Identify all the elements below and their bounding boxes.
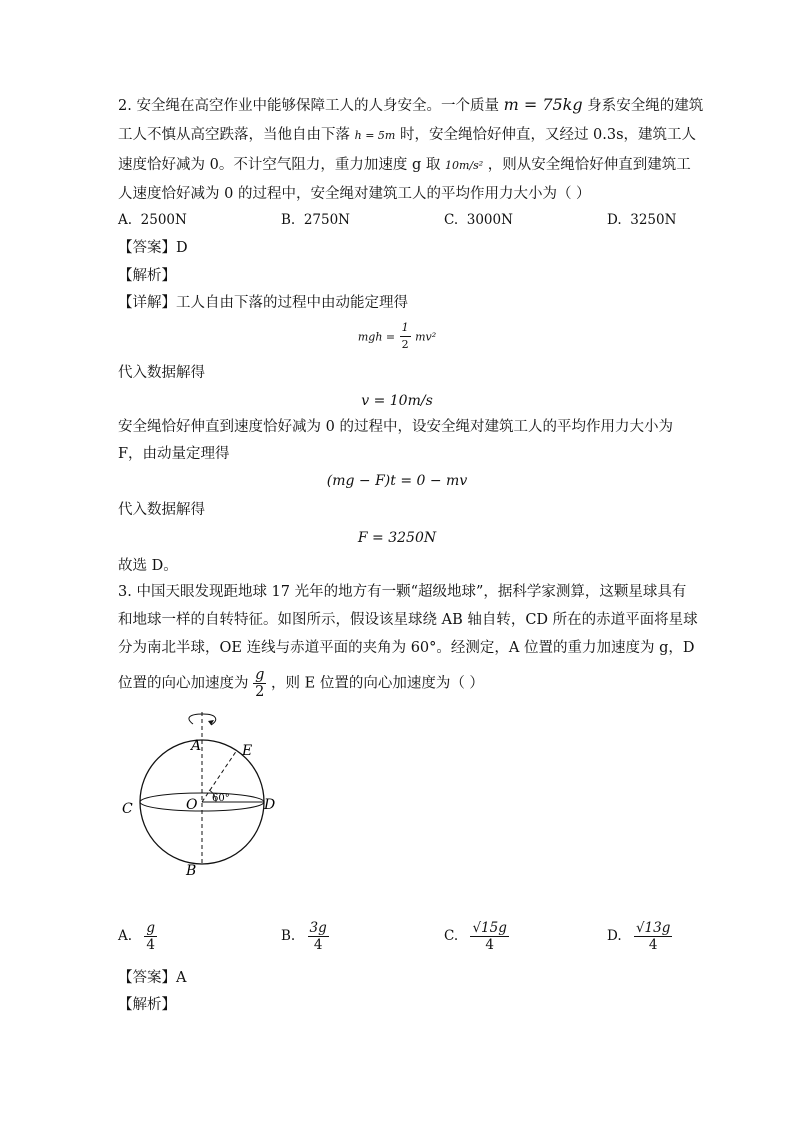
q3-line-2: 和地球一样的自转特征。如图所示，假设该星球绕 AB 轴自转，CD 所在的赤道平面将星球 xyxy=(118,612,698,628)
q2-text-2: 身系安全绳的建筑 xyxy=(587,98,704,114)
q2-analysis-heading: 【解析】 xyxy=(118,268,176,284)
q3-line-4: 位置的向心加速度为 $\frac{g}{2}$ ，则 E 位置的向心加速度为（ ） xyxy=(118,667,484,700)
q2-text-4: 时，安全绳恰好伸直，又经过 0.3s，建筑工人 xyxy=(399,127,697,143)
q3-option-a[interactable]: A. $\frac{g}{4}$ xyxy=(118,920,155,953)
q2-substitute-1: 代入数据解得 xyxy=(118,365,205,381)
q2-text-8: 安全绳恰好伸直到速度恰好减为 0 的过程中，设安全绳对建筑工人的平均作用力大小为 xyxy=(118,419,673,435)
q2-text-7: 人速度恰好减为 0 的过程中，安全绳对建筑工人的平均作用力大小为（ ） xyxy=(118,186,591,202)
label-c: C xyxy=(122,801,133,817)
q2-line-3 xyxy=(118,155,691,176)
q3-fraction-g-over-2: $\frac{g}{2}$ xyxy=(255,667,265,700)
q2-text-1: 2. 安全绳在高空作业中能够保障工人的人身安全。一个质量 xyxy=(118,98,499,114)
q2-equation-1: mgh = $\frac{1}{2}$ mv² xyxy=(357,321,437,351)
q2-line-1 xyxy=(118,95,703,116)
q2-text-9: F，由动量定理得 xyxy=(118,446,230,462)
q3-line-1: 3. 中国天眼发现距地球 17 光年的地方有一颗“超级地球”，据科学家测算，这颗星球具有 xyxy=(118,584,687,600)
q2-mass: m = 75kg xyxy=(503,95,583,114)
label-d: D xyxy=(264,797,276,813)
label-o: O xyxy=(186,797,198,813)
q2-line-2 xyxy=(118,125,696,146)
label-a: A xyxy=(191,738,202,754)
q2-substitute-2: 代入数据解得 xyxy=(118,502,205,518)
label-angle: 60° xyxy=(212,793,230,804)
q2-line-4 xyxy=(118,184,591,204)
q3-line-3: 分为南北半球，OE 连线与赤道平面的夹角为 60°。经测定，A 位置的重力加速度为 g，D xyxy=(118,640,695,656)
q2-option-b[interactable]: B. 2750N xyxy=(281,212,350,228)
label-e: E xyxy=(242,743,253,759)
q2-option-a[interactable]: A. 2500N xyxy=(118,212,187,228)
q2-equation-4: F = 3250N xyxy=(357,530,437,546)
q2-option-d[interactable]: D. 3250N xyxy=(607,212,677,228)
q2-equation-3: (mg − F)t = 0 − mv xyxy=(326,473,468,489)
label-b: B xyxy=(186,863,197,879)
q2-gravity: 10m/s² xyxy=(444,159,484,172)
q2-eq1-fraction: $\frac{1}{2}$ xyxy=(401,321,409,351)
q2-option-c[interactable]: C. 3000N xyxy=(444,212,513,228)
q2-text-6: ，则从安全绳恰好伸直到建筑工 xyxy=(487,157,691,173)
q3-analysis-heading: 【解析】 xyxy=(118,997,176,1013)
q3-option-c[interactable]: C. $\frac{√15g}{4}$ xyxy=(444,920,507,953)
q2-conclusion: 故选 D。 xyxy=(118,558,178,574)
q2-answer: 【答案】D xyxy=(118,240,188,256)
q2-text-3: 工人不慎从高空跌落，当他自由下落 xyxy=(118,127,350,143)
q3-option-b[interactable]: B. $\frac{3g}{4}$ xyxy=(281,920,327,953)
q3-option-d[interactable]: D. $\frac{√13g}{4}$ xyxy=(607,920,671,953)
q3-answer: 【答案】A xyxy=(118,970,187,986)
q2-equation-2: v = 10m/s xyxy=(361,393,433,409)
sphere-figure xyxy=(115,710,295,885)
q2-height: h = 5m xyxy=(354,129,396,142)
q2-text-5: 速度恰好减为 0。不计空气阻力，重力加速度 g 取 xyxy=(118,157,441,173)
q2-detail: 【详解】工人自由下落的过程中由动能定理得 xyxy=(118,295,408,311)
